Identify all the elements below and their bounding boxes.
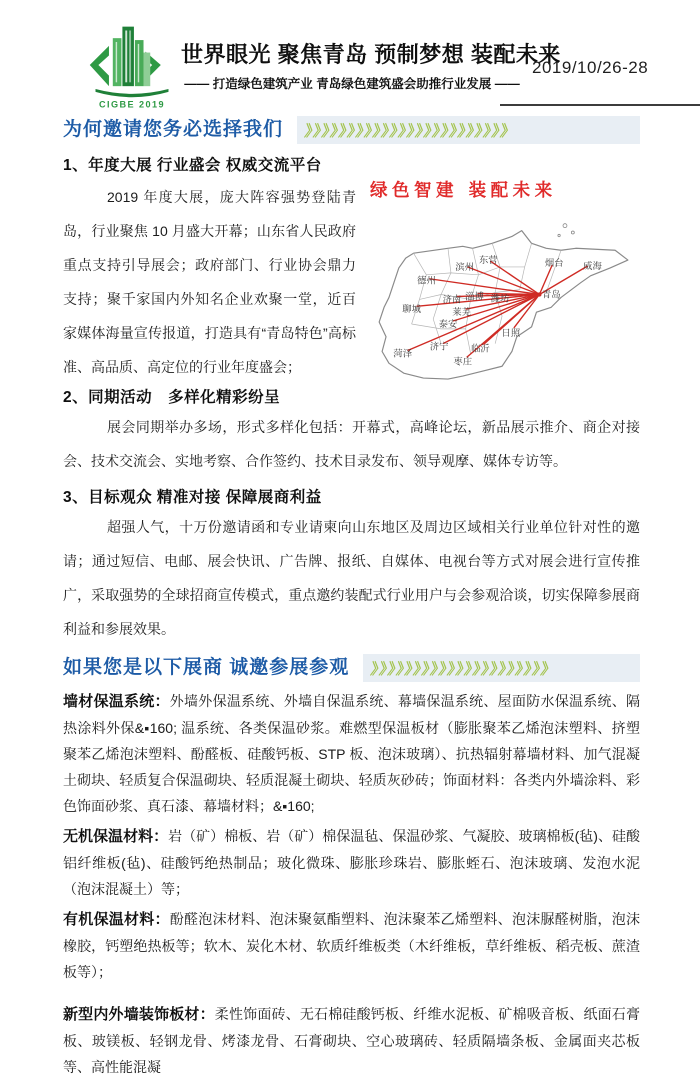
category-text: 外墙外保温系统、外墙自保温系统、幕墙保温系统、屋面防水保温系统、隔热涂料外保&▪160; 温系统、各类保温砂浆。难燃型保温板材（膨胀聚苯乙烯泡沫塑料、挤塑聚苯乙烯泡沫塑料、酚醛板、硅酸钙板、STP 板、泡沫玻璃）、抗热辐射幕墙材料、加气混凝土砌块、轻质复合保温砌块、轻质混凝土砌块、轻质灰砂砖；饰面材料：各类内外墙涂料、彩色饰面砂浆、真石漆、幕墙材料；&▪160; [63,693,640,814]
chevron-arrows-icon: 》》》》》》》》》》》》》》》》》》》》》 [369,660,559,678]
city-label-hub: 青岛 [541,289,561,300]
event-date: 2019/10/26-28 [532,58,649,77]
city-label: 潍坊 [490,293,510,304]
content [0,116,700,1080]
city-label: 德州 [417,275,436,286]
why-item-3-paragraph: 超强人气，十万份邀请函和专业请柬向山东地区及周边区域相关行业单位针对性的邀请；通过短信、电邮、展会快讯、广告牌、报纸、自媒体、电视台等方式对展会进行宣传推广，采取强势的全球招商宣传模式，重点邀约装配式行业用户与会参观洽谈，切实保障参展商利益和参展效果。 [63,519,640,637]
city-label: 济宁 [429,341,449,352]
sub-slogan: —— 打造绿色建筑产业 青岛绿色建筑盛会助推行业发展 —— [184,77,520,91]
section-why-title: 为何邀请您务必选择我们 [63,119,284,140]
category-text: 柔性饰面砖、无石棉硅酸钙板、纤维水泥板、矿棉吸音板、纸面石膏板、玻镁板、轻钢龙骨、烤漆龙骨、石膏砌块、空心玻璃砖、轻质隔墙条板、金属面夹芯板等、高性能混凝 [63,1006,640,1075]
why-item-1-heading: 1、年度大展 行业盛会 权威交流平台 [63,157,322,174]
chevron-band [297,116,640,144]
city-label: 滨州 [455,261,475,272]
main-slogan: 世界眼光 聚焦青岛 预制梦想 装配未来 [181,42,561,67]
shandong-map [370,206,640,381]
category-text: 岩（矿）棉板、岩（矿）棉保温毡、保温砂浆、气凝胶、玻璃棉板(毡)、硅酸铝纤维板(毡)、硅酸钙绝热制品；玻化微珠、膨胀珍珠岩、膨胀蛭石、泡沫玻璃、发泡水泥（泡沫混凝土）等； [63,828,640,897]
header-slogans [181,38,561,92]
city-label: 菏泽 [393,348,413,359]
category-label: 墙材保温系统： [63,693,170,710]
why-item-2-heading: 2、同期活动 多样化精彩纷呈 [63,389,281,406]
city-label: 东营 [478,255,498,266]
logo-buildings [113,27,150,87]
category-label: 有机保温材料： [63,911,170,928]
city-label: 烟台 [544,257,564,268]
section-exhibitors-title-row [63,654,640,682]
category-wall-insulation [63,688,640,819]
category-organic-insulation [63,906,640,985]
category-text: 酚醛泡沫材料、泡沫聚氨酯塑料、泡沫聚苯乙烯塑料、泡沫脲醛树脂，泡沫橡胶，钙塑绝热板等；软木、炭化木材、软质纤维板类（木纤维板，草纤维板、稻壳板、蔗渣板等）； [63,911,640,980]
expo-logo [84,22,180,110]
city-label: 枣庄 [453,356,473,367]
shandong-map-block [370,180,640,381]
chevron-band [363,654,640,682]
island-dots [558,224,574,237]
category-decor-panels [63,1001,640,1080]
chevron-arrows-icon: 》》》》》》》》》》》》》》》》》》》》》》》》 [303,122,518,140]
section-why-title-row [63,116,640,144]
city-label: 威海 [583,260,602,271]
why-item-2-paragraph: 展会同期举办多场，形式多样化包括：开幕式，高峰论坛，新品展示推介、商企对接会、技术交流会、实地考察、合作签约、技术目录发布、领导观摩、媒体专访等。 [63,419,640,469]
city-label: 聊城 [402,304,421,315]
map-slogan: 绿色智建 装配未来 [370,181,557,201]
city-label: 淄博 [465,291,484,302]
section-exhibitors-title: 如果您是以下展商 诚邀参展参观 [63,657,350,678]
city-label: 莱芜 [452,307,472,318]
city-label: 泰安 [438,318,458,329]
category-inorganic-insulation [63,823,640,902]
header-divider [500,104,700,106]
header [0,0,700,110]
why-item-3-heading: 3、目标观众 精准对接 保障展商利益 [63,489,322,506]
city-label: 日照 [501,327,521,338]
logo-ground-swoosh [96,89,169,97]
category-label: 新型内外墙装饰板材： [63,1006,215,1023]
logo-acronym: CIGBE 2019 [98,99,166,110]
why-item-1-paragraph [63,180,640,384]
logo-left-bracket [90,46,109,86]
city-label: 临沂 [471,343,490,354]
category-label: 无机保温材料： [63,828,169,845]
why-item-1-text: 2019 年度大展，庞大阵容强势登陆青岛，行业聚焦 10 月盛大开幕；山东省人民政府重点支持引导展会；政府部门、行业协会鼎力支持；聚千家国内外知名企业欢聚一堂，近百家媒体海量宣传报道，打造具有“青岛特色”高标准、高品质、高定位的行业年度盛会； [63,189,356,375]
city-label: 济南 [442,294,462,305]
